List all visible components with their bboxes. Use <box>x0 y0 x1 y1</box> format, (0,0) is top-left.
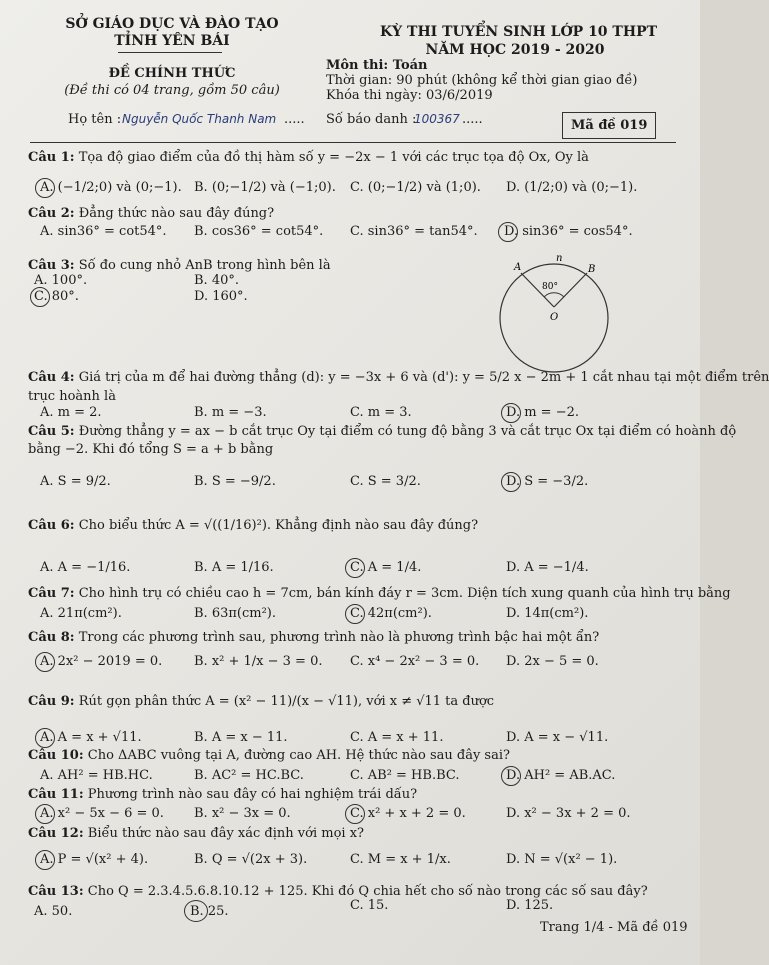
q10-answer-circle <box>501 766 521 786</box>
date-line: Khóa thi ngày: 03/6/2019 <box>326 88 493 103</box>
q2-stem: Câu 2: Đẳng thức nào sau đây đúng? <box>28 206 275 221</box>
q12-option-b: B. Q = √(2x + 3). <box>194 852 308 867</box>
q2-option-c: C. sin36° = tan54°. <box>350 224 478 239</box>
q2-option-d: D. sin36° = cos54°. <box>504 224 633 239</box>
q7-option-b: B. 63π(cm²). <box>194 606 276 621</box>
q4-option-b: B. m = −3. <box>194 405 267 420</box>
q6-answer-circle <box>345 558 365 578</box>
q4-stem: Câu 4: Giá trị của m để hai đường thẳng (d): y = −3x + 6 và (d'): y = 5/2 x − 2m + 1 cắt nhau tại một điểm trên <box>28 370 769 385</box>
q1-stem: Câu 1: Tọa độ giao điểm của đồ thị hàm số y = −2x − 1 với các trục tọa độ Ox, Oy là <box>28 150 589 165</box>
q13-option-b: B. 25. <box>190 904 229 919</box>
q13-stem: Câu 13: Cho Q = 2.3.4.5.6.8.10.12 + 125. Khi đó Q chia hết cho số nào trong các số sau đây? <box>28 884 648 899</box>
q9-stem: Câu 9: Rút gọn phân thức A = (x² − 11)/(x − √11), với x ≠ √11 ta được <box>28 694 495 709</box>
name-dots: ..... <box>284 112 305 127</box>
q3-answer-circle <box>30 287 50 307</box>
exam-code-box: Mã đề 019 <box>562 112 656 139</box>
q12-option-d: D. N = √(x² − 1). <box>506 852 618 867</box>
q13-option-d: D. 125. <box>506 898 554 913</box>
page-footer: Trang 1/4 - Mã đề 019 <box>540 920 688 935</box>
q10-option-a: A. AH² = HB.HC. <box>40 768 153 783</box>
q6-option-c: C. A = 1/4. <box>350 560 422 575</box>
q1-option-a: A. (−1/2;0) và (0;−1). <box>40 180 182 195</box>
q8-stem: Câu 8: Trong các phương trình sau, phương trình nào là phương trình bậc hai một ẩn? <box>28 630 600 645</box>
q3-option-c: C. 80°. <box>34 289 79 304</box>
q1-option-d: D. (1/2;0) và (0;−1). <box>506 180 638 195</box>
q2-answer-circle <box>498 222 518 242</box>
q12-option-c: C. M = x + 1/x. <box>350 852 451 867</box>
q5-answer-circle <box>501 472 521 492</box>
q11-stem: Câu 11: Phương trình nào sau đây có hai nghiệm trái dấu? <box>28 787 418 802</box>
q9-option-a: A. A = x + √11. <box>40 730 142 745</box>
province-name: TỈNH YÊN BÁI <box>114 33 230 49</box>
q3-stem: Câu 3: Số đo cung nhỏ AnB trong hình bên là <box>28 258 331 273</box>
q11-option-c: C. x² + x + 2 = 0. <box>350 806 466 821</box>
q8-option-d: D. 2x − 5 = 0. <box>506 654 599 669</box>
exam-title: KỲ THI TUYỂN SINH LỚP 10 THPT <box>380 24 658 40</box>
q8-option-a: A. 2x² − 2019 = 0. <box>40 654 163 669</box>
header-rule <box>30 142 676 143</box>
q8-answer-circle <box>35 652 55 672</box>
q9-answer-circle <box>35 728 55 748</box>
sbd-dots: ..... <box>462 112 483 127</box>
q8-option-c: C. x⁴ − 2x² − 3 = 0. <box>350 654 480 669</box>
q13-option-c: C. 15. <box>350 898 389 913</box>
q6-stem: Câu 6: Cho biểu thức A = √((1/16)²). Khẳng định nào sau đây đúng? <box>28 518 479 533</box>
q5-option-a: A. S = 9/2. <box>40 474 111 489</box>
q11-option-a: A. x² − 5x − 6 = 0. <box>40 806 164 821</box>
q11-option-d: D. x² − 3x + 2 = 0. <box>506 806 631 821</box>
q5-stem: Câu 5: Đường thẳng y = ax − b cắt trục Oy tại điểm có tung độ bằng 3 và cắt trục Ox tại điểm có hoành độ <box>28 424 737 439</box>
q6-option-b: B. A = 1/16. <box>194 560 274 575</box>
q10-stem: Câu 10: Cho ΔABC vuông tại A, đường cao AH. Hệ thức nào sau đây sai? <box>28 748 510 763</box>
q3-option-a: A. 100°. <box>34 273 88 288</box>
subject-line: Môn thi: Toán <box>326 58 428 73</box>
q9-option-c: C. A = x + 11. <box>350 730 444 745</box>
q11-scribble-circle <box>345 804 365 824</box>
q7-stem: Câu 7: Cho hình trụ có chiều cao h = 7cm, bán kính đáy r = 3cm. Diện tích xung quanh của hình trụ bằng <box>28 586 731 601</box>
q2-option-b: B. cos36° = cot54°. <box>194 224 324 239</box>
q5-stem-line2: bằng −2. Khi đó tổng S = a + b bằng <box>28 442 274 457</box>
q3-option-d: D. 160°. <box>194 289 248 304</box>
name-handwritten: Nguyễn Quốc Thanh Nam <box>122 112 277 126</box>
q13-answer-circle <box>184 900 208 922</box>
figure-angle-arc <box>544 293 564 297</box>
school-year: NĂM HỌC 2019 - 2020 <box>425 42 605 58</box>
official-label: ĐỀ CHÍNH THỨC <box>108 66 236 81</box>
q5-option-b: B. S = −9/2. <box>194 474 276 489</box>
q7-option-a: A. 21π(cm²). <box>40 606 122 621</box>
name-label: Họ tên : <box>68 112 122 127</box>
figure-label-b: B <box>588 264 596 275</box>
sbd-handwritten: 100367 <box>414 112 460 126</box>
q13-option-a: A. 50. <box>34 904 73 919</box>
dept-name: SỞ GIÁO DỤC VÀ ĐÀO TẠO <box>65 16 279 32</box>
q7-answer-circle <box>345 604 365 624</box>
figure-label-a: A <box>514 262 522 273</box>
figure-label-n: n <box>556 253 563 264</box>
q4-answer-circle <box>501 403 521 423</box>
q4-option-a: A. m = 2. <box>40 405 102 420</box>
figure-angle-label: 80° <box>542 282 558 292</box>
circle-figure <box>492 252 622 376</box>
q3-option-b: B. 40°. <box>194 273 239 288</box>
q11-answer-circle <box>35 804 55 824</box>
q6-option-d: D. A = −1/4. <box>506 560 589 575</box>
figure-label-o: O <box>550 312 559 323</box>
q1-option-c: C. (0;−1/2) và (1;0). <box>350 180 481 195</box>
q10-option-c: C. AB² = HB.BC. <box>350 768 460 783</box>
q12-stem: Câu 12: Biểu thức nào sau đây xác định với mọi x? <box>28 826 364 841</box>
q6-option-a: A. A = −1/16. <box>40 560 131 575</box>
q4-option-c: C. m = 3. <box>350 405 412 420</box>
q10-option-b: B. AC² = HC.BC. <box>194 768 304 783</box>
q7-option-c: C. 42π(cm²). <box>350 606 432 621</box>
q12-answer-circle <box>35 850 55 870</box>
q5-option-d: D. S = −3/2. <box>506 474 589 489</box>
q1-option-b: B. (0;−1/2) và (−1;0). <box>194 180 336 195</box>
q11-option-b: B. x² − 3x = 0. <box>194 806 291 821</box>
q9-option-d: D. A = x − √11. <box>506 730 609 745</box>
q8-option-b: B. x² + 1/x − 3 = 0. <box>194 654 323 669</box>
sbd-label: Số báo danh : <box>326 112 417 127</box>
figure-radius-ob <box>554 273 587 307</box>
header-underline <box>118 52 222 53</box>
q9-option-b: B. A = x − 11. <box>194 730 288 745</box>
q10-option-d: D. AH² = AB.AC. <box>506 768 616 783</box>
time-line: Thời gian: 90 phút (không kể thời gian giao đề) <box>326 73 638 88</box>
q4-stem-line2: trục hoành là <box>28 389 116 404</box>
q2-option-a: A. sin36° = cot54°. <box>40 224 167 239</box>
q7-option-d: D. 14π(cm²). <box>506 606 589 621</box>
q5-option-c: C. S = 3/2. <box>350 474 421 489</box>
q1-answer-circle <box>35 178 55 198</box>
q4-option-d: D. m = −2. <box>506 405 580 420</box>
pages-note: (Đề thi có 04 trang, gồm 50 câu) <box>64 83 280 98</box>
q12-option-a: A. P = √(x² + 4). <box>40 852 149 867</box>
